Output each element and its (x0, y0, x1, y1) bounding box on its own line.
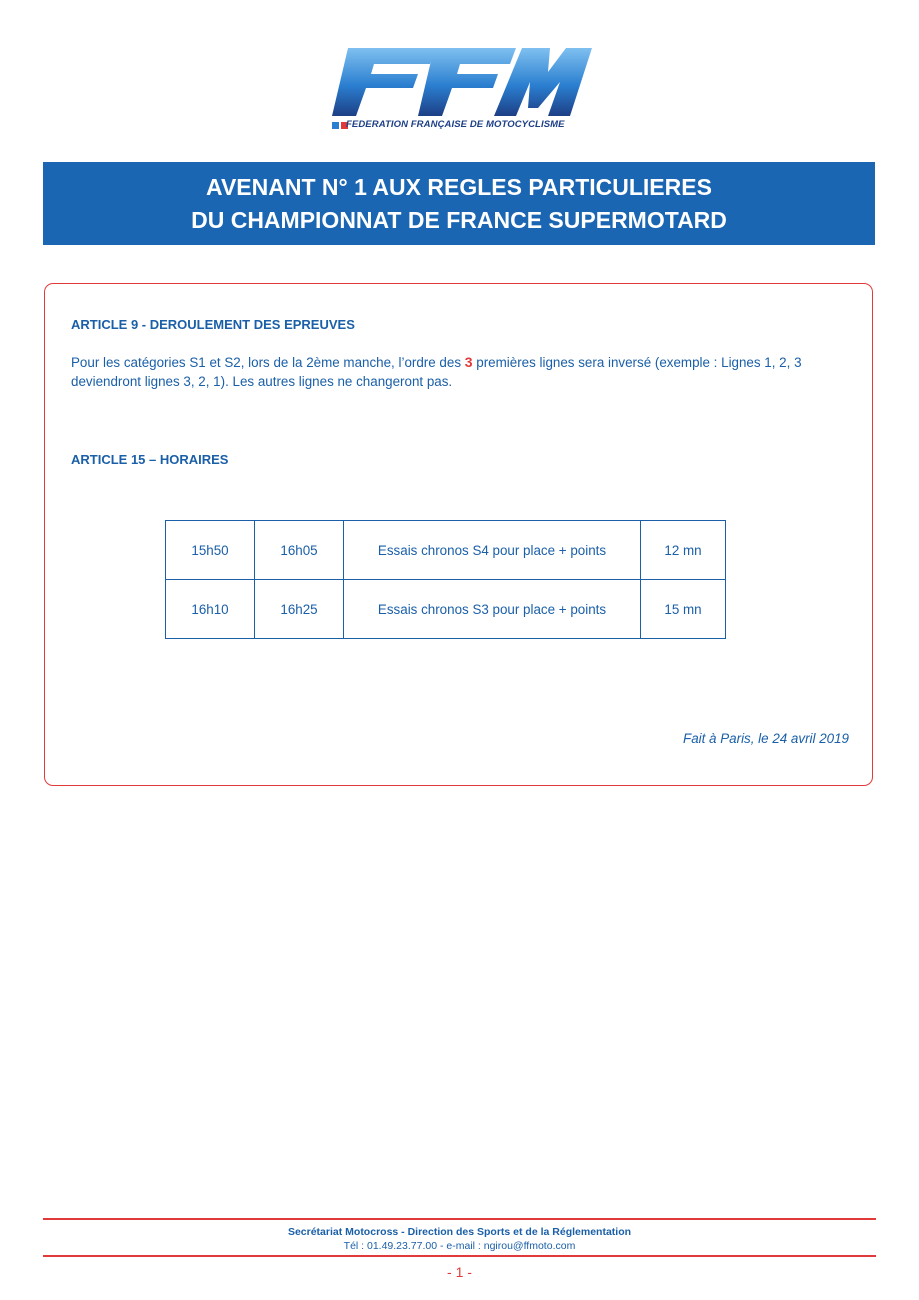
article-9-text-before: Pour les catégories S1 et S2, lors de la 2ème manche, l’ordre des (71, 355, 465, 370)
ffm-logo (326, 42, 594, 134)
article-9-highlight: 3 (464, 354, 473, 370)
signature-date: Fait à Paris, le 24 avril 2019 (683, 731, 849, 746)
table-row (166, 521, 726, 580)
row-duration: 15 mn (641, 580, 726, 639)
row-event: Essais chronos S4 pour place + points (344, 521, 641, 580)
page-number: - 1 - (447, 1264, 472, 1280)
footer-line-2: Tél : 01.49.23.77.00 - e-mail : ngirou@ffmoto.com (343, 1240, 576, 1252)
footer-line-1: Secrétariat Motocross - Direction des Sports et de la Réglementation (287, 1226, 632, 1238)
article-9-text (71, 353, 861, 391)
row-start-time: 16h10 (166, 580, 255, 639)
title-line-2: DU CHAMPIONNAT DE FRANCE SUPERMOTARD (191, 206, 727, 233)
table-row (166, 580, 726, 639)
row-duration: 12 mn (641, 521, 726, 580)
footer-divider-top (43, 1218, 876, 1220)
title-banner (43, 162, 875, 245)
article-9-text-after: premières lignes sera inversé (exemple : Lignes 1, 2, 3 deviendront lignes 3, 2, 1). Les autres lignes ne changeront pas. (71, 355, 802, 389)
article-9-title: ARTICLE 9 - DEROULEMENT DES EPREUVES (71, 317, 355, 332)
row-end-time: 16h25 (255, 580, 344, 639)
title-line-1: AVENANT N° 1 AUX REGLES PARTICULIERES (206, 173, 712, 200)
row-event: Essais chronos S3 pour place + points (344, 580, 641, 639)
article-15-title: ARTICLE 15 – HORAIRES (71, 452, 229, 467)
row-start-time: 15h50 (166, 521, 255, 580)
footer-divider-bottom (43, 1255, 876, 1257)
schedule-table (165, 520, 726, 639)
row-end-time: 16h05 (255, 521, 344, 580)
logo-caption: FEDERATION FRANÇAISE DE MOTOCYCLISME (346, 119, 565, 130)
